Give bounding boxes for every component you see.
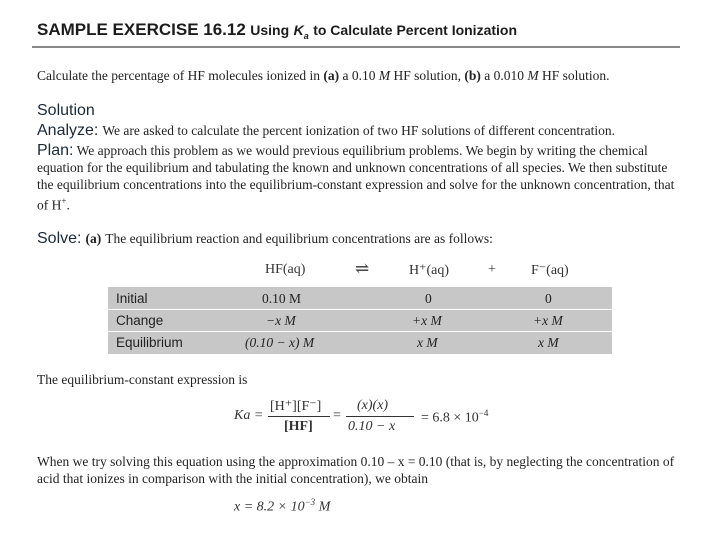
problem-post: HF solution. — [542, 68, 610, 83]
equilibrium-arrow: ⇌ — [355, 259, 370, 278]
part-b-label: (b) — [464, 68, 481, 83]
solve-label: Solve: — [37, 230, 82, 247]
product-h: H⁺(aq) — [409, 263, 450, 278]
exercise-title — [37, 20, 517, 41]
solution-heading: Solution — [37, 102, 95, 119]
plan-label: Plan: — [37, 142, 74, 159]
row-initial-f: 0 — [545, 291, 552, 306]
row-change-f: +x M — [533, 313, 563, 328]
molarity-unit-a: M — [378, 68, 391, 83]
row-equilibrium-h: x M — [417, 335, 438, 350]
row-change-hf: −x M — [266, 313, 296, 328]
title-divider — [32, 46, 680, 48]
analyze-label: Analyze: — [37, 122, 99, 139]
solve-text: The equilibrium reaction and equilibrium concentrations are as follows: — [105, 231, 493, 246]
molarity-unit-b: M — [527, 68, 539, 83]
row-initial-hf: 0.10 M — [262, 291, 302, 306]
part-a-label: (a) — [323, 68, 340, 83]
result-equation — [234, 497, 330, 516]
table-divider-2 — [108, 331, 612, 332]
reactant-hf: HF(aq) — [265, 262, 306, 277]
exercise-number: SAMPLE EXERCISE 16.12 — [37, 20, 246, 39]
k-denominator-2: 0.10 − x — [348, 419, 396, 434]
k-numerator-1: [H⁺][F⁻] — [270, 399, 322, 414]
solve-part-label: (a) — [85, 231, 102, 246]
k-value-exponent: −4 — [478, 408, 489, 418]
k-value — [421, 408, 488, 427]
ka-lhs: Ka = — [234, 408, 264, 423]
exercise-subtitle-post: to Calculate Percent Ionization — [313, 22, 518, 38]
result-mantissa: x = 8.2 × 10 — [234, 499, 305, 515]
result-exponent: −3 — [304, 497, 316, 507]
product-f: F⁻(aq) — [531, 263, 569, 278]
part-a-text: a 0.10 — [342, 68, 376, 83]
part-b-text: a 0.010 — [484, 68, 525, 83]
problem-pre: Calculate the percentage of HF molecules ionized in — [37, 68, 321, 83]
table-divider-1 — [108, 309, 612, 310]
analyze-text: We are asked to calculate the percent ionization of two HF solutions of different concentration. — [102, 123, 615, 138]
fraction-bar-1 — [268, 416, 330, 417]
plan-paragraph — [37, 142, 677, 214]
problem-mid: HF solution, — [393, 68, 462, 83]
k-expression-intro: The equilibrium-constant expression is — [37, 372, 248, 387]
row-initial-label: Initial — [116, 291, 148, 306]
plan-superscript: + — [61, 196, 67, 206]
ka-symbol: K — [293, 22, 304, 38]
result-unit: M — [318, 499, 331, 515]
equals-1: = — [333, 408, 341, 423]
row-change-h: +x M — [412, 313, 442, 328]
fraction-bar-2 — [346, 416, 414, 417]
approximation-paragraph: When we try solving this equation using the approximation 0.10 – x = 0.10 (that is, by neglecting the concentration of acid that ionizes in comparison with the initial concentration), we obtain — [37, 454, 675, 486]
row-equilibrium-label: Equilibrium — [116, 335, 183, 350]
plan-end: . — [66, 197, 70, 213]
row-initial-h: 0 — [425, 291, 432, 306]
solve-line — [37, 230, 493, 248]
row-change-label: Change — [116, 313, 164, 328]
row-equilibrium-f: x M — [538, 335, 559, 350]
exercise-subtitle-pre: Using — [250, 22, 290, 38]
plus-sign: + — [488, 262, 496, 277]
k-numerator-2: (x)(x) — [357, 398, 389, 413]
problem-statement — [37, 67, 610, 84]
analyze-line — [37, 122, 615, 140]
ka-subscript: a — [303, 30, 309, 41]
k-denominator-1: [HF] — [284, 419, 313, 434]
plan-text: We approach this problem as we would previous equilibrium problems. We begin by writing the chemical equation for the equilibrium and tabulating the known and unknown concentrations of all species. We then substitute the equilibrium concentrations into the equilibrium-constant expression and solve for the unknown concentration, that of H — [37, 143, 675, 213]
k-value-mantissa: = 6.8 × 10 — [421, 410, 479, 426]
row-equilibrium-hf: (0.10 − x) M — [245, 335, 315, 350]
